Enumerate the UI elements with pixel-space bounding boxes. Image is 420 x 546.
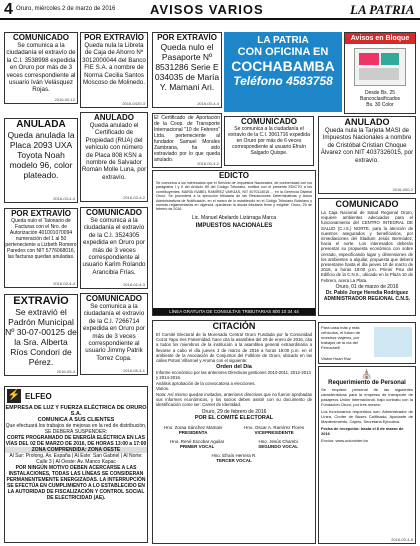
signature-role: SEGUNDO VOCAL — [258, 443, 298, 449]
bloque-price2: Bs. 30 Color — [366, 102, 394, 108]
notice-box — [80, 207, 148, 289]
ad-line1: CON OFICINA EN — [237, 46, 329, 58]
elfeo-footer: POR NINGÚN MOTIVO DEBEN ACERCARSE A LAS INSTALACIONES, TODAS LAS LÍNEAS SE CONSIDERAN PERMANENTEMENTE ENERGIZADAS. LA INTERRUPCIÓN SE EFECTÚA EN CUMPLIMIENTO A LO ESTABLECIDO EN LA AUTORIDAD DE FISCALIZACIÓN Y CONTROL SOCIAL DE ELECTRICIDAD (AE). — [6, 465, 146, 501]
requisitos-deadline: Fecha de recepción: hasta el 8 de marzo de 2016 — [321, 426, 404, 436]
notice-box — [152, 32, 222, 108]
cns-role: ADMINISTRADOR REGIONAL C.N.S. — [323, 295, 411, 302]
edicto-agency: IMPUESTOS NACIONALES — [195, 222, 273, 229]
requisitos-contact: Envíos: www.unioninter.bo — [321, 438, 368, 443]
cns-title: COMUNICADO — [335, 199, 399, 209]
notice-title: EXTRAVÍO — [13, 295, 69, 307]
signature-name: Hno. Jesús Chambi — [258, 438, 298, 444]
cns-signature: Dr. Pablo Jorge Heredia Rodríguez — [325, 289, 409, 296]
requisitos-title: Requerimiento de Personal — [328, 380, 406, 386]
visit-brand: Visitar Huari Ruz — [321, 356, 351, 361]
citacion-order-title: Orden del Día — [216, 364, 252, 371]
citacion-note: Nota: Así mismo quedan invitados, anteriores directivos que no fueron aprobadas sus informes económicos, y los socios deben asistir con su documento de identificación como ser: Carnet de Identidad. — [156, 392, 312, 408]
notice-code: 2016-00-12 — [54, 97, 75, 102]
notice-body: Se comunica a la ciudadanía el extravío de la C.I. 3538998 expedida en Oruro por más de 3 veces correspondiente al usuario Iván Velásquez Rojas. — [6, 42, 76, 94]
signature-role: PRESIDENTA — [178, 429, 208, 435]
elfeo-notice — [4, 386, 148, 543]
notice-box — [318, 116, 416, 194]
citacion-item: Varios. — [156, 385, 170, 391]
logo-icon: ⛪ — [361, 369, 373, 379]
notice-box — [4, 294, 78, 376]
citacion-title: CITACIÓN — [212, 321, 256, 331]
notice-code: 2016-05-4-1 — [123, 368, 145, 373]
edicto-body: Se comunica a los interesados que el Servicio de Impuestos Nacionales, de conformidad con los parágrafos I y II del Artículo 89 del Código Tributario, notifica con el presente EDICTO a los contribuyentes: MARÍA ISABEL RAMÍREZ VARGAS, NIT 4070114016 ... en la Gerencia Distrital Oruro. Se procederá a la ejecución tributaria de las Resoluciones Determinativas y Autos Administrativos de Notificación, en el marco de lo establecido en el Código Tributario Boliviano y normas reglamentarias en vigencia, quedando la deuda tributaria firme y exigible. Oruro, 29 de febrero de 2016. — [156, 181, 312, 212]
ad-line2: COCHABAMBA — [231, 58, 335, 74]
notice-title: COMUNICADO — [86, 294, 142, 303]
elfeo-title: EMPRESA DE LUZ Y FUERZA ELÉCTRICA DE ORURO S.A. — [5, 405, 147, 417]
requisitos-intro: Se requiere personal de las siguientes características para la empresa de transporte de pasajeros Unión Internacional, bajo contrato con la Fundación Oruro, por tres meses: — [321, 387, 413, 407]
notice-title: POR EXTRAVÍO — [157, 33, 217, 42]
notice-title: COMUNICADO — [13, 33, 69, 42]
notice-body: Se comunica a la ciudadanía el extravío de la C.I. 3524305 expedida en Oruro por más de 3 veces correspondiente al usuario Karim Rolando Arancibia Frías. — [82, 217, 146, 276]
citacion-items — [153, 370, 315, 391]
notice-title: POR EXTRAVÍO — [84, 33, 144, 42]
notice-box — [80, 293, 148, 375]
newspaper-logo: LA PATRIA — [350, 2, 415, 17]
visit-text: Para casa más y más vehículos, el futuro de nuestros viajeros, por trabajos de la vía del Ferrocarril! — [321, 325, 361, 350]
notice-body: Queda nula la Tarjeta MASI de Impuestos Nacionales a nombre de Cristóbal Cristian Choque Álvarez con NIT 4037326015, por extravío. — [320, 127, 414, 164]
notice-title: COMUNICADO — [86, 208, 142, 217]
cns-body: La Caja Nacional de Salud Regional Oruro, requiere ambientes adecuados para el funcionamiento del CENTRO INTEGRAL DE SALUD (C.I.S.) NORTE, para la atención de nuestros asegurados y beneficiarios, por inmediaciones del Stadium Jesús Bermúdez, hacia el norte. Los interesados deberán presentar su propuesta económica con sobre cerrado, especificando lugar y dimensiones de los ambientes a alquilar, propuesta que deberá presentarse hasta el día jueves 10 de marzo de 2016, a horas 18:00 p.m. Primer Piso del Edificio de la C.N.S., ubicado en la Plaza 10 de Febrero, acera La Plata. — [321, 210, 413, 283]
ad-phone: Teléfono 4583758 — [233, 74, 333, 88]
elfeo-intro: Que efectuará los trabajos de mejoras en la red de distribución, SE DEBERÁ SUSPENDER: — [5, 423, 147, 435]
signatures-row — [153, 439, 315, 449]
citacion-date: Oruro, 29 de febrero de 2016 — [201, 408, 267, 415]
newspaper-icon — [354, 48, 406, 86]
notice-code: 2016-03-4-2 — [123, 195, 145, 200]
notice-title: ANULADO — [344, 117, 390, 127]
notice-code: 2016-00-4-5 — [391, 537, 413, 542]
bloque-title: Avisos en Bloque — [345, 33, 415, 44]
notice-body: Se extravió el Padrón Municipal Nº 30-07-00125 de la Sra. Alberta Ríos Condori de Pérez. — [5, 307, 77, 367]
signature-name: Hno. Zoraa Sánchez Mamani — [163, 424, 223, 430]
notice-box — [152, 113, 222, 168]
page-header — [0, 0, 420, 20]
notice-box — [224, 116, 314, 166]
notice-title: ANULADA — [16, 119, 66, 130]
notice-title: POR EXTRAVÍO — [11, 209, 71, 218]
notice-body: Queda nulo el Talonario de Facturas con el Nro. de Autorización 401001070094 numeración del 1 al 50 perteneciente a Lizbeth Romero Paredes con NIT 5776068016, las facturas quedan anuladas. — [5, 218, 77, 260]
notice-body: Se comunica a la ciudadanía el extravío de la C.I. 7266714 expedida en Oruro por más de 3 veces correspondiente al usuario Jimmy Patrik Torrez Copa. — [83, 303, 145, 362]
section-title: AVISOS VARIOS — [150, 2, 264, 17]
notice-box — [80, 112, 148, 202]
lightning-icon: ⚡ — [7, 390, 21, 401]
edicto-notice — [152, 170, 316, 316]
notice-code: 2016-00-4-4 — [197, 101, 219, 106]
cns-date: Oruro, 01 de marzo de 2016 — [335, 283, 399, 290]
notice-body: Queda anulada la Placa 2093 UXA Toyota Noah modelo 96, color plateado. — [7, 130, 75, 180]
bloque-price1: Desde Bs. 25 Bancoclasificados — [359, 90, 401, 102]
signature-block — [153, 453, 315, 463]
elfeo-cut: CORTE PROGRAMADO DE ENERGÍA ELÉCTRICA EN LAS VÍAS DEL 02 DE MARZO DE 2016, DE HORAS 13:00 a 17:00 — [5, 435, 147, 447]
notice-body: Queda nulo el Pasaporte Nº 8531286 Serie E 034035 de María Y. Mamani Ari. — [154, 42, 220, 92]
citacion-committee: POR EL COMITÉ ELECTORAL — [194, 414, 274, 421]
signature-role: VICEPRESIDENTE — [254, 429, 294, 435]
citacion-item: Análisis aprobación de la convocatoria a elecciones. — [156, 380, 256, 386]
signature-name: Hno. Efraín Herrera R. — [211, 452, 257, 458]
elfeo-org: ELFEO — [25, 391, 52, 401]
notice-box — [4, 118, 78, 203]
signature-role: PRIMER VOCAL — [179, 443, 215, 449]
requisitos-notice — [318, 366, 416, 544]
signature-name: Hno. René Escobar Aguilar — [169, 438, 225, 444]
elfeo-subtitle: COMUNICA A SUS CLIENTES — [37, 417, 115, 423]
notice-body: El Certificado de Aportación de la Coop. de Transporte Internacional "10 de Febrero" Ltda. perteneciente al fundador Samuel Morales Zambrana, ha sido extraviado por lo que queda anulado. — [154, 115, 220, 163]
notice-body: Se comunica a la ciudadanía el extravío de la C.I. 3061716 expedida en Oruro por más de 6 veces correspondiente al usuario Efraín Salgado Quispe. — [228, 126, 310, 156]
edicto-motto: LÍNEA GRATUITA DE CONSULTAS TRIBUTARIAS 800 10 34 44 — [153, 308, 315, 315]
ad-title: LA PATRIA — [257, 35, 309, 46]
landscape-icon — [374, 327, 412, 357]
notice-code: 2016-02-4-3 — [123, 282, 145, 287]
notice-title: ANULADO — [94, 113, 134, 122]
signature-name: Hno. Oscar A. Ramírez Flores — [244, 424, 305, 430]
notice-box — [4, 32, 78, 104]
page-date: Oruro, miércoles 2 de marzo de 2016 — [16, 6, 116, 12]
notice-code: 2016-0420-3 — [122, 101, 145, 106]
notice-box — [4, 208, 78, 288]
elfeo-details: Al Sur: Prolong. Av. España | Al Este: San Gabriel | Al Norte: Calle 3 | Al Oeste: Av. Manco Kapac — [9, 453, 143, 465]
signature-role: TERCER VOCAL — [216, 457, 252, 463]
notice-code: 2016-03-4-4 — [53, 196, 75, 201]
notice-code: 2016-02-4-4 — [53, 281, 75, 286]
cns-notice — [318, 198, 416, 316]
notice-code: 2016-05-4 — [56, 369, 75, 374]
notice-body: Queda nula la Libreta de Caja de Ahorro Nº 3012000044 del Banco FIE S.A. a nombre de Norma Cecilia Santos Moscoso de Molinedo. — [82, 42, 146, 87]
elfeo-zone: ZONA COMPRENDIDA: ZONA OESTE — [5, 447, 147, 453]
citacion-body: El Comité Electoral de la Morenada Central Oruro Fundada por la Comunidad Cozot Yapu tres Fraternidad, hace cita la asamblea del 29 de enero de 2016, cita a todos los miembros de la institución a la asamblea general extraordinaria a llevarse a cabo el día jueves 3 de marzo de 2016 a horas 19:00 p.m. en el ambiente de la Asociación de Conjuntos del Folklore de Oruro, ubicado en las calles Potosí Villarroel y Aroma con el siguiente: — [156, 332, 312, 364]
citacion-notice — [152, 320, 316, 544]
signatures-row — [153, 425, 315, 435]
requisitos-requirements: Los funcionarios requeridos son: Administrador de Línea, Chofer de Buses Calificado, Ayudante de Mantenimiento, Cajero, Secretaria Ejecutiva. — [321, 409, 413, 424]
notice-code: 2016-050-2 — [392, 187, 413, 192]
page-number: 4 — [4, 1, 13, 18]
la-patria-ad — [224, 32, 342, 112]
notice-code: 2016-00-4-2 — [197, 161, 219, 166]
edicto-signature: Lic. Manuel Abelardo Lizárraga Marca — [191, 214, 277, 221]
notice-body: Queda anulado el Certificado de Propiedad (RUA) del vehículo con número de Placa 808 KSN a nombre de Salvador Román Molle Luna, por extravío. — [81, 122, 147, 181]
visit-ad — [318, 322, 416, 364]
citacion-item: Informe económico por las anteriores Directivas gestiones 2010-2011, 2012-2013 y 2014-2016. — [156, 370, 311, 381]
notice-title: COMUNICADO — [241, 117, 297, 126]
notice-box — [80, 32, 148, 108]
edicto-title: EDICTO — [218, 171, 250, 180]
bloque-ad — [344, 32, 416, 114]
